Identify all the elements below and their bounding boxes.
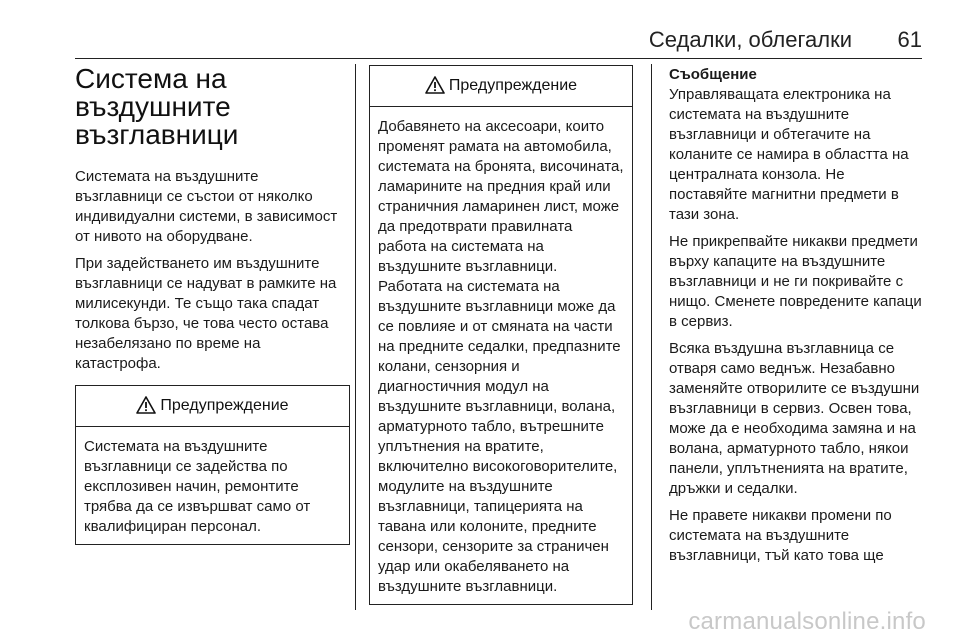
column-3 bbox=[669, 65, 927, 573]
paragraph: Не правете никакви промени по системата на въздушните възглавници, тъй като това ще bbox=[669, 507, 892, 564]
header-title: Седалки, облегалки bbox=[648, 27, 852, 52]
warning-body bbox=[370, 107, 632, 604]
paragraph: Управляващата електроника на системата на въздушните възглавници и обтегачите на коланите се намира в областта на централната конзола. Не поставяйте магнитни предмети в тази зона. bbox=[669, 86, 909, 223]
warning-box bbox=[75, 385, 350, 545]
warning-text: Системата на въздушните възглавници се задейства по експлозивен начин, ремонтите трябва да се извършват само от квалифициран персонал. bbox=[84, 438, 311, 535]
warning-triangle-icon bbox=[136, 396, 156, 414]
section-title-line: възглавници bbox=[75, 119, 239, 150]
section-title-line: въздушните bbox=[75, 91, 231, 122]
warning-heading: Предупреждение bbox=[160, 397, 289, 414]
warning-text: Добавянето на аксесоари, които променят рамата на автомобила, системата на бронята, височината, ламарините на предния край или страничния ламаринен лист, може да предотврати правилната работа на системата на въздушните възглавници. Работата на системата на въздушните възглавници може да се повлияе и от смяната на части на предните седалки, предпазните колани, сензорния и диагностичния модул на въздушните възглавници, волана, арматурното табло, вътрешните уплътнения на вратите, включително високоговорителите, модулите на въздушните възглавници, тапицерията на тавана или колоните, предните сензори, сензорите за страничен удар или окабеляването на въздушните възглавници. bbox=[378, 118, 624, 595]
section-title-line: Система на bbox=[75, 63, 227, 94]
warning-header bbox=[76, 386, 349, 427]
warning-heading: Предупреждение bbox=[448, 77, 578, 94]
section-title bbox=[75, 65, 350, 149]
page-number: 61 bbox=[897, 27, 922, 52]
header-rule bbox=[75, 58, 922, 59]
paragraph: Всяка въздушна възглавница се отваря само веднъж. Незабавно заменяйте отворилите се въздушни възглавници в сервиз. Освен това, може да е необходима замяна и на волана, арматурното табло, някои панели, уплътненията на вратите, дръжки и седалки. bbox=[669, 340, 920, 497]
watermark: carmanualsonline.info bbox=[688, 608, 926, 635]
column-divider bbox=[355, 64, 356, 610]
paragraph: Системата на въздушните възглавници се състои от няколко индивидуални системи, в зависимост от нивото на оборудване. bbox=[75, 168, 338, 245]
warning-header bbox=[370, 66, 632, 107]
column-2 bbox=[369, 65, 633, 605]
column-divider bbox=[651, 64, 652, 610]
warning-triangle-icon bbox=[425, 76, 445, 94]
note-title: Съобщение bbox=[669, 66, 757, 83]
column-1 bbox=[75, 65, 350, 545]
warning-body bbox=[76, 427, 349, 544]
page-header bbox=[0, 0, 960, 64]
paragraph: При задействането им въздушните възглавници се надуват в рамките на милисекунди. Те също така спадат толкова бързо, че това често остава незабелязано по време на катастрофа. bbox=[75, 255, 337, 372]
warning-box bbox=[369, 65, 633, 605]
paragraph: Не прикрепвайте никакви предмети върху капаците на въздушните възглавници и не ги покривайте с нищо. Сменете повредените капаци в сервиз. bbox=[669, 233, 922, 330]
